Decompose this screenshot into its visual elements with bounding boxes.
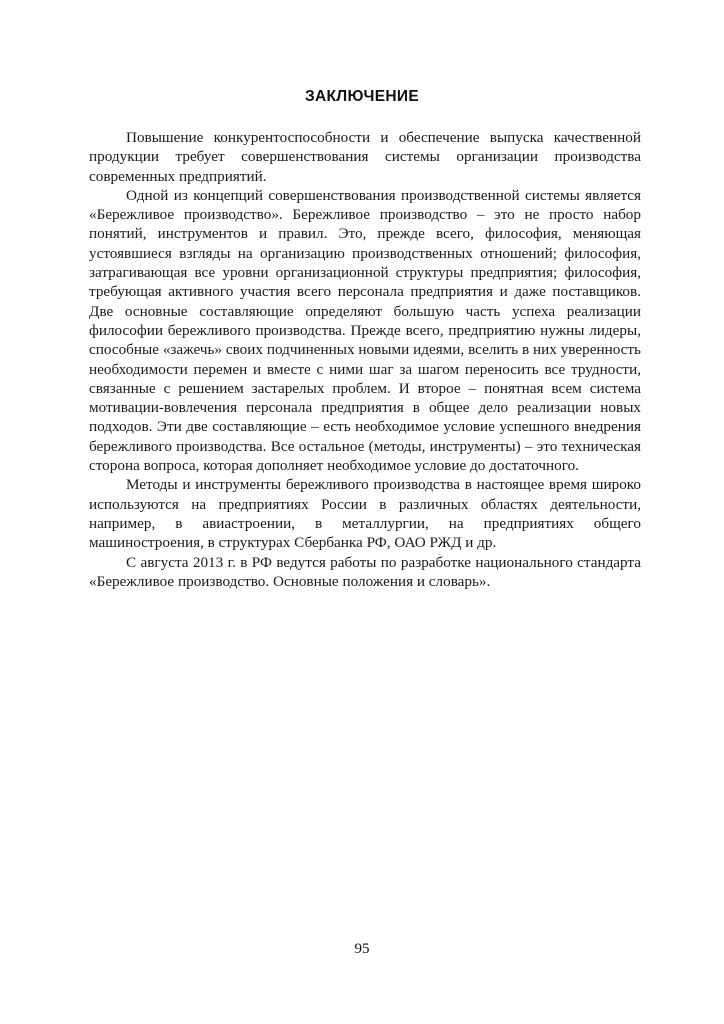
section-title: ЗАКЛЮЧЕНИЕ	[305, 88, 419, 105]
page-number: 95	[354, 941, 370, 957]
paragraph: С августа 2013 г. в РФ ведутся работы по разработке национального стандарта «Бережливое производство. Основные положения и словарь».	[89, 553, 641, 590]
paragraph: Одной из концепций совершенствования производственной системы является «Бережливое производство». Бережливое производство – это не просто набор понятий, инструментов и правил. Это, прежде всего, философия, меняющая устоявшиеся взгляды на организацию производственных отношений; философия, затрагивающая все уровни организационной структуры предприятия; философия, требующая активного участия всего персонала предприятия и даже поставщиков. Две основные составляющие определяют большую часть успеха реализации философии бережливого производства. Прежде всего, предприятию нужны лидеры, способные «зажечь» своих подчиненных новыми идеями, вселить в них уверенность необходимости перемен и вместе с ними шаг за шагом переносить все трудности, связанные с решением застарелых проблем. И второе – понятная всем система мотивации-вовлечения персонала предприятия в общее дело реализации новых подходов. Эти две составляющие – есть необходимое условие успешного внедрения бережливого производства. Все остальное (методы, инструменты) – это техническая сторона вопроса, которая дополняет необходимое условие до достаточного.	[89, 186, 641, 475]
paragraph: Повышение конкурентоспособности и обеспечение выпуска качественной продукции требует совершенствования системы организации производства современных предприятий.	[89, 129, 641, 185]
paragraph: Методы и инструменты бережливого производства в настоящее время широко используются на предприятиях России в различных областях деятельности, например, в авиастроении, в металлургии, на предприятиях общего машиностроения, в структурах Сбербанка РФ, ОАО РЖД и др.	[89, 476, 641, 552]
body-text	[89, 128, 641, 591]
